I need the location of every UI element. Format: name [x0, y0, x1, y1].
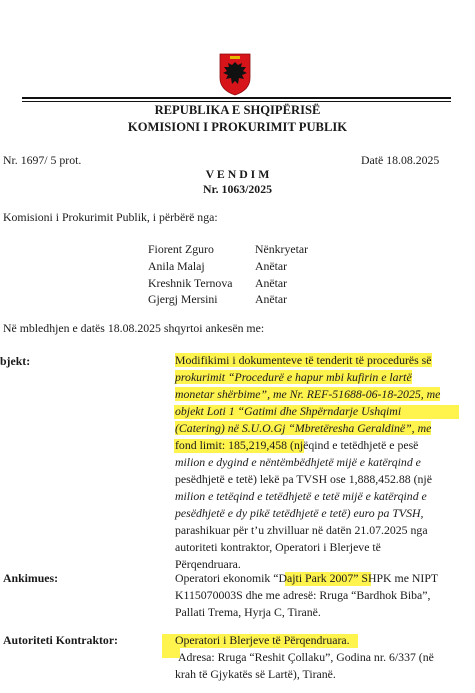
intro-text: Komisioni i Prokurimit Publik, i përbërë nga: — [3, 210, 218, 224]
commission-title: KOMISIONI I PROKURIMIT PUBLIK — [127, 120, 348, 134]
objekt-line: objekt Loti 1 “Gatimi dhe Shpërndarje Ushqimi — [175, 404, 402, 418]
ankimues-line: K115070003S dhe me adresë: Rruga “Bardhok Biba”, — [175, 588, 431, 602]
meeting-text: Në mbledhjen e datës 18.08.2025 shqyrtoi ankesën me: — [3, 321, 265, 335]
member-name: Gjergj Mersini — [148, 292, 218, 306]
objekt-line: autoriteti kontraktor, Operatori i Blerjeve të — [175, 540, 381, 554]
republic-title: REPUBLIKA E SHQIPËRISË — [154, 103, 321, 117]
objekt-line: monetar shërbime”, me Nr. REF-51688-06-18-2025, me — [175, 387, 441, 401]
objekt-line: pesëdhjetë e tetë) lekë pa TVSH ose 1,888,452.88 (një — [175, 472, 432, 486]
ankimues-label: Ankimues: — [3, 571, 59, 585]
objekt-line: milion e dygind e nëntëmbëdhjetë mijë e katërqind e — [175, 455, 421, 469]
member-name: Anila Malaj — [148, 259, 205, 273]
objekt-line: parashikuar për t’u zhvilluar në datën 21.07.2025 nga — [175, 523, 428, 537]
member-role: Nënkryetar — [255, 242, 309, 256]
member-role: Anëtar — [255, 259, 288, 273]
albania-emblem-icon — [218, 52, 252, 96]
ankimues-line: Operatori ekonomik “Dajti Park 2007” SHPK me NIPT — [175, 571, 439, 585]
autoriteti-line: krah të Gjykatës së Lartë), Tiranë. — [175, 667, 336, 681]
objekt-line: milion e tetëqind e tetëdhjetë e tetë mijë e katërqind e — [175, 489, 427, 503]
objekt-line: (Catering) në S.U.O.Gj “Mbretëresha Geraldinë”, me — [175, 421, 432, 435]
autoriteti-line: Operatori i Blerjeve të Përqendruara. — [175, 633, 350, 647]
member-name: Kreshnik Ternova — [148, 276, 233, 290]
autoriteti-label: Autoriteti Kontraktor: — [3, 633, 118, 647]
protocol-number: Nr. 1697/ 5 prot. — [3, 153, 82, 167]
objekt-line: pesëdhjetë e dy pikë tetëdhjetë e tetë) euro pa TVSH, — [175, 506, 424, 520]
decision-title: V E N D I M — [205, 167, 270, 181]
header-rule-thick — [22, 97, 451, 99]
document-date: Datë 18.08.2025 — [361, 153, 440, 167]
objekt-line: Modifikimi i dokumenteve të tenderit të procedurës së — [175, 353, 432, 367]
ankimues-line: Pallati Trema, Hyrja C, Tiranë. — [175, 605, 321, 619]
header-rule-thin — [22, 101, 451, 102]
autoriteti-line: Adresa: Rruga “Reshit Çollaku”, Godina nr. 6/337 (në — [178, 650, 434, 664]
objekt-line: fond limit: 185,219,458 (njëqind e tetëdhjetë e pesë — [175, 438, 419, 452]
member-name: Fiorent Zguro — [148, 242, 214, 256]
objekt-label: bjekt: — [0, 354, 31, 368]
objekt-line: prokurimit “Procedurë e hapur mbi kufirin e lartë — [175, 370, 412, 384]
member-role: Anëtar — [255, 292, 288, 306]
objekt-line: Përqendruara. — [175, 557, 241, 571]
decision-number: Nr. 1063/2025 — [202, 182, 273, 196]
member-role: Anëtar — [255, 276, 288, 290]
